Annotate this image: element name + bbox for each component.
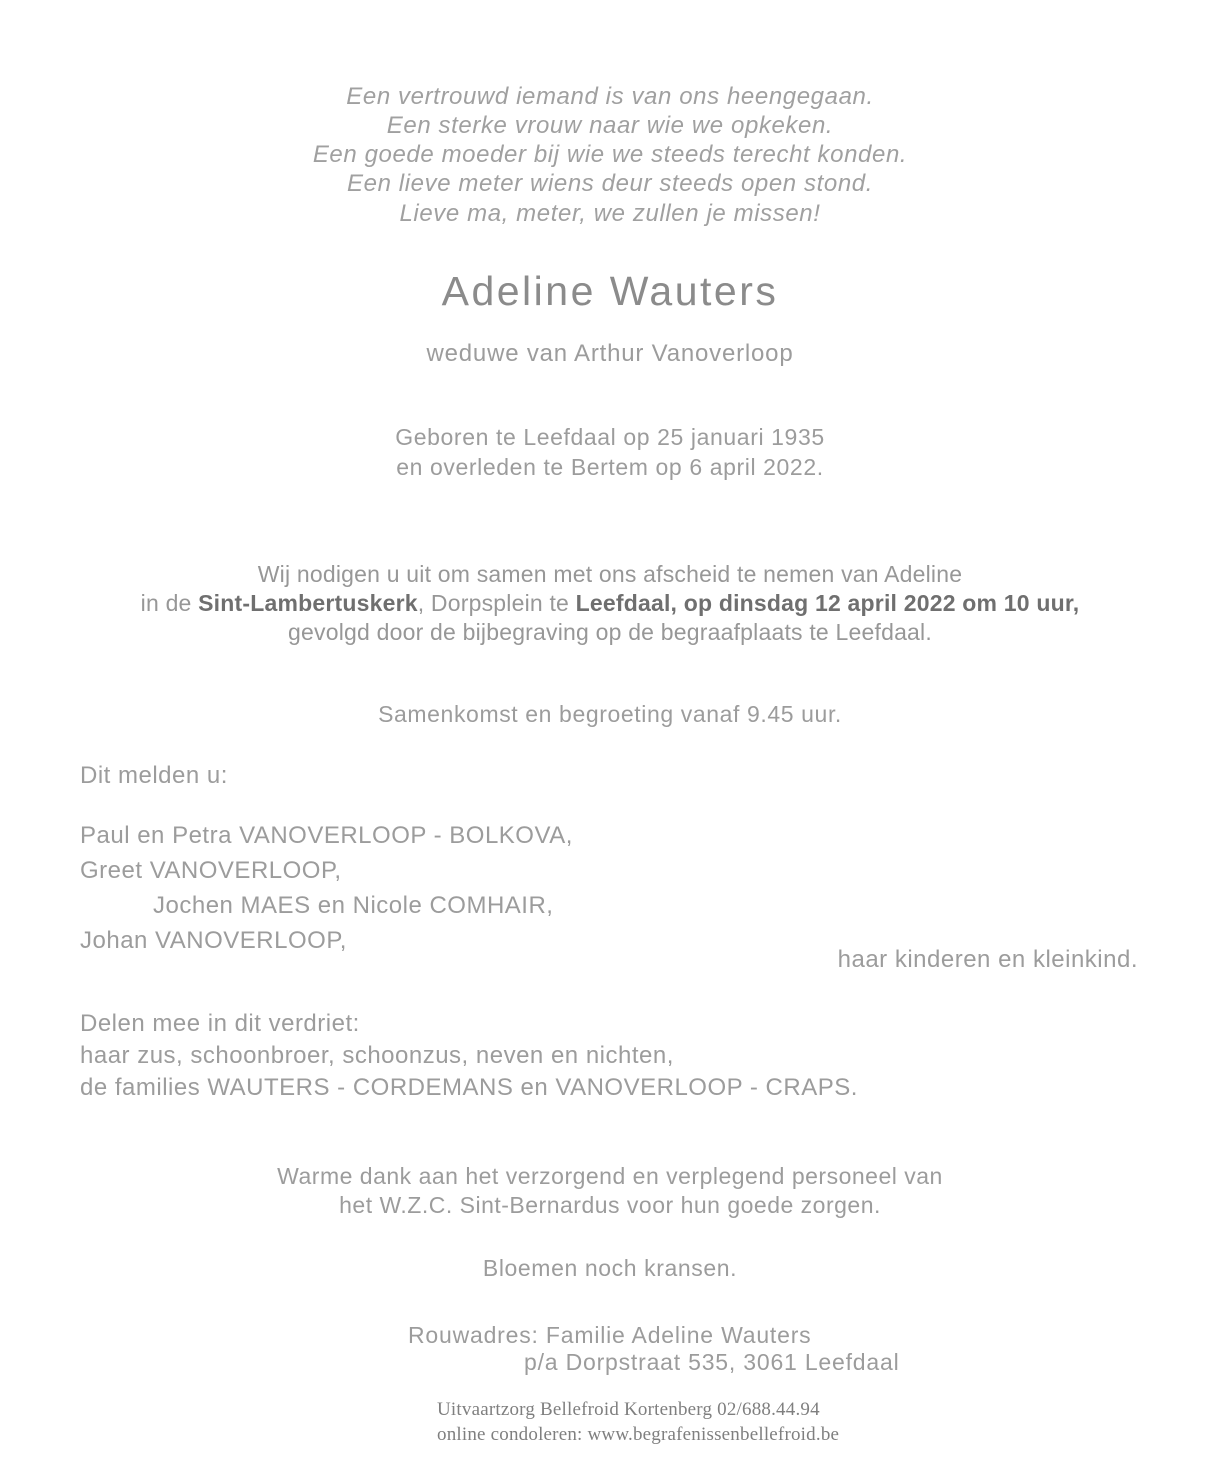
ceremony-line-2	[0, 589, 1220, 618]
poem-line: Een goede moeder bij wie we steeds terecht konden.	[312, 141, 908, 168]
ceremony-line-1: Wij nodigen u uit om samen met ons afscheid te nemen van Adeline	[257, 561, 963, 587]
birth-death-dates	[0, 422, 1220, 482]
thanks-line-1: Warme dank aan het verzorgend en verplegend personeel van	[277, 1163, 943, 1189]
ceremony-date-time: Leefdaal, op dinsdag 12 april 2022 om 10 uur,	[575, 590, 1080, 616]
birth-line: Geboren te Leefdaal op 25 januari 1935	[395, 424, 825, 450]
poem-line: Een sterke vrouw naar wie we opkeken.	[386, 112, 834, 139]
gathering-time-line: Samenkomst en begroeting vanaf 9.45 uur.	[378, 701, 842, 727]
funeral-home-contact: Uitvaartzorg Bellefroid Kortenberg 02/688.44.94	[437, 1399, 820, 1420]
thanks-line-2: het W.Z.C. Sint-Bernardus voor hun goede zorgen.	[339, 1192, 881, 1218]
announcers-relation: haar kinderen en kleinkind.	[837, 946, 1138, 973]
announcer-name: Paul en Petra VANOVERLOOP - BOLKOVA,	[80, 822, 573, 849]
funeral-home-footer	[437, 1397, 839, 1447]
poem-closing-line: Lieve ma, meter, we zullen je missen!	[399, 200, 821, 227]
mourning-family-section	[80, 1008, 858, 1104]
announcement-intro: Dit melden u:	[80, 762, 228, 789]
poem-line: Een lieve meter wiens deur steeds open stond.	[347, 170, 873, 197]
announcer-name: Johan VANOVERLOOP,	[80, 927, 347, 954]
mourning-address	[408, 1322, 900, 1376]
poem-line: Een vertrouwd iemand is van ons heengegaan.	[346, 83, 874, 110]
mourning-intro: Delen mee in dit verdriet:	[80, 1010, 360, 1037]
address-line-2: p/a Dorpstraat 535, 3061 Leefdaal	[524, 1349, 900, 1375]
church-name: Sint-Lambertuskerk	[198, 590, 418, 616]
flowers-note: Bloemen noch kransen.	[482, 1255, 738, 1281]
announcer-name: Greet VANOVERLOOP,	[80, 857, 342, 884]
death-line: en overleden te Bertem op 6 april 2022.	[396, 454, 824, 480]
condolence-website: online condoleren: www.begrafenissenbellefroid.be	[437, 1424, 840, 1445]
opening-poem	[0, 82, 1220, 198]
thanks-section	[0, 1162, 1220, 1220]
ceremony-line-3: gevolgd door de bijbegraving op de begraafplaats te Leefdaal.	[288, 619, 932, 645]
ceremony-invitation	[0, 560, 1220, 647]
deceased-name: Adeline Wauters	[441, 268, 779, 314]
ceremony-line-2-mid: , Dorpsplein te	[417, 590, 576, 616]
ceremony-line-2-pre: in de	[140, 590, 199, 616]
mourning-families: de families WAUTERS - CORDEMANS en VANOVERLOOP - CRAPS.	[80, 1074, 858, 1101]
announcer-name: Jochen MAES en Nicole COMHAIR,	[153, 892, 554, 919]
mourning-relatives: haar zus, schoonbroer, schoonzus, neven en nichten,	[80, 1042, 674, 1069]
deceased-relation: weduwe van Arthur Vanoverloop	[426, 340, 794, 367]
announcers-list	[80, 818, 573, 958]
address-line-1: Rouwadres: Familie Adeline Wauters	[408, 1322, 812, 1348]
